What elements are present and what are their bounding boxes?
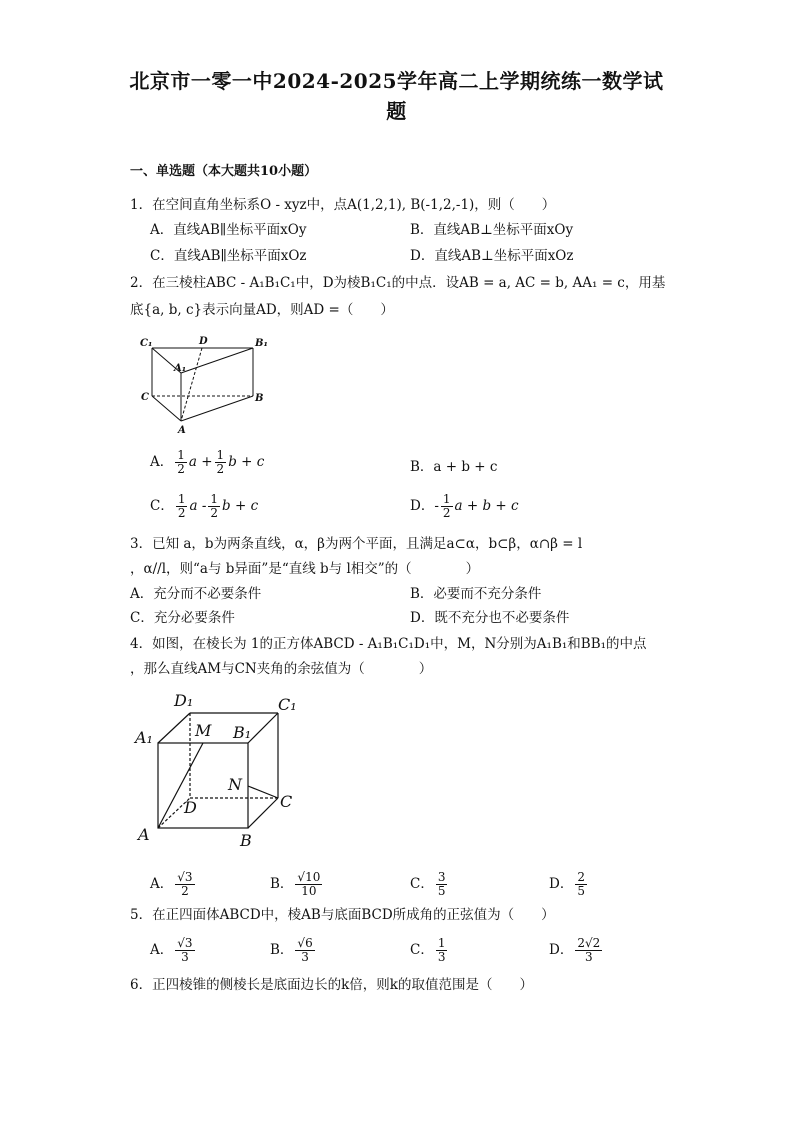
q4-label-b1: B₁ <box>233 723 252 742</box>
q2-label-b: B <box>255 393 264 404</box>
q1-option-d[interactable]: D．直线AB⊥坐标平面xOz <box>410 248 574 264</box>
q4-label-c1: C₁ <box>278 695 297 714</box>
fraction: $\frac{2√2}{3}$ <box>577 936 601 964</box>
fraction: $\frac{2}{5}$ <box>577 870 585 898</box>
fraction: $\frac{√3}{3}$ <box>177 936 193 964</box>
fraction: $\frac{1}{2}$ <box>442 492 451 520</box>
q4-option-c[interactable]: C． $\frac{3}{5}$ <box>410 870 446 898</box>
q4-stem-1: 4．如图，在棱长为 1的正方体ABCD - A₁B₁C₁D₁中，M，N分别为A₁B₁和BB₁的中点 <box>130 636 647 652</box>
q3-option-a[interactable]: A．充分而不必要条件 <box>130 586 262 602</box>
q2-label-d: D <box>199 336 208 347</box>
q4-option-a[interactable]: A． $\frac{√3}{2}$ <box>150 870 193 898</box>
q4-stem-2: ，那么直线AM与CN夹角的余弦值为（ ） <box>130 661 433 677</box>
q4-label-d: D <box>184 798 197 817</box>
q3-option-c[interactable]: C．充分必要条件 <box>130 610 235 626</box>
q2-label-a1: A₁ <box>174 363 187 374</box>
q4-option-d[interactable]: D． $\frac{2}{5}$ <box>549 870 585 898</box>
fraction: $\frac{1}{2}$ <box>216 448 225 476</box>
q4-option-b[interactable]: B． $\frac{√10}{10}$ <box>270 870 321 898</box>
q1-option-a[interactable]: A．直线AB∥坐标平面xOy <box>150 222 307 238</box>
q2-label-c: C <box>141 392 149 403</box>
fraction: $\frac{√3}{2}$ <box>177 870 193 898</box>
q3-option-d[interactable]: D．既不充分也不必要条件 <box>410 610 570 626</box>
q2-label-b1: B₁ <box>255 338 268 349</box>
q1-option-b[interactable]: B．直线AB⊥坐标平面xOy <box>410 222 574 238</box>
fraction: $\frac{1}{2}$ <box>177 492 186 520</box>
q2-option-d[interactable]: D．- $\frac{1}{2}$ a + b + c <box>410 492 519 520</box>
q2-option-c[interactable]: C． $\frac{1}{2}$ a - $\frac{1}{2}$ b + c <box>150 492 259 520</box>
fraction: $\frac{1}{3}$ <box>437 936 446 964</box>
q5-option-c[interactable]: C． $\frac{1}{3}$ <box>410 936 446 964</box>
q3-stem-1: 3．已知 a，b为两条直线，α，β为两个平面，且满足a⊂α，b⊂β，α∩β = l <box>130 536 583 552</box>
fraction: $\frac{1}{2}$ <box>210 492 219 520</box>
q2-stem-2: 底{a, b, c}表示向量AD，则AD =（ ） <box>130 302 394 318</box>
fraction: $\frac{3}{5}$ <box>437 870 446 898</box>
q4-label-a1: A₁ <box>135 728 153 747</box>
q5-option-d[interactable]: D． $\frac{2√2}{3}$ <box>549 936 601 964</box>
q4-label-c: C <box>280 792 293 811</box>
q4-cube-figure <box>132 686 312 850</box>
q2-stem-1: 2．在三棱柱ABC - A₁B₁C₁中，D为棱B₁C₁的中点．设AB = a, AC = b, AA₁ = c，用基 <box>130 275 666 291</box>
q4-label-d1: D₁ <box>174 691 194 710</box>
q3-option-b[interactable]: B．必要而不充分条件 <box>410 586 542 602</box>
q3-stem-2: ，α//l，则“a与 b异面”是“直线 b与 l相交”的（ ） <box>130 561 480 577</box>
q5-stem: 5．在正四面体ABCD中，棱AB与底面BCD所成角的正弦值为（ ） <box>130 907 555 923</box>
q2-label-a: A <box>178 425 186 436</box>
q1-option-c[interactable]: C．直线AB∥坐标平面xOz <box>150 248 307 264</box>
q1-stem: 1．在空间直角坐标系O - xyz中，点A(1,2,1), B(-1,2,-1)，则（ ） <box>130 197 556 213</box>
fraction: $\frac{1}{2}$ <box>177 448 185 476</box>
q2-option-b[interactable]: B．a + b + c <box>410 459 498 475</box>
q2-option-a[interactable]: A． $\frac{1}{2}$ a + $\frac{1}{2}$ b + c <box>150 448 265 476</box>
q6-stem: 6．正四棱锥的侧棱长是底面边长的k倍，则k的取值范围是（ ） <box>130 977 533 993</box>
q2-prism-figure <box>138 333 273 438</box>
q4-label-a: A <box>138 825 150 844</box>
fraction: $\frac{√10}{10}$ <box>297 870 321 898</box>
q5-option-a[interactable]: A． $\frac{√3}{3}$ <box>150 936 193 964</box>
q4-label-m: M <box>195 721 212 740</box>
q2-label-c1: C₁ <box>140 338 153 349</box>
section-heading: 一、单选题（本大题共10小题） <box>130 164 318 179</box>
fraction: $\frac{√6}{3}$ <box>297 936 313 964</box>
q5-option-b[interactable]: B． $\frac{√6}{3}$ <box>270 936 313 964</box>
q4-label-n: N <box>228 775 242 794</box>
q4-label-b: B <box>240 831 252 850</box>
page-title: 北京市一零一中2024-2025学年高二上学期统练一数学试 题 <box>129 69 664 123</box>
